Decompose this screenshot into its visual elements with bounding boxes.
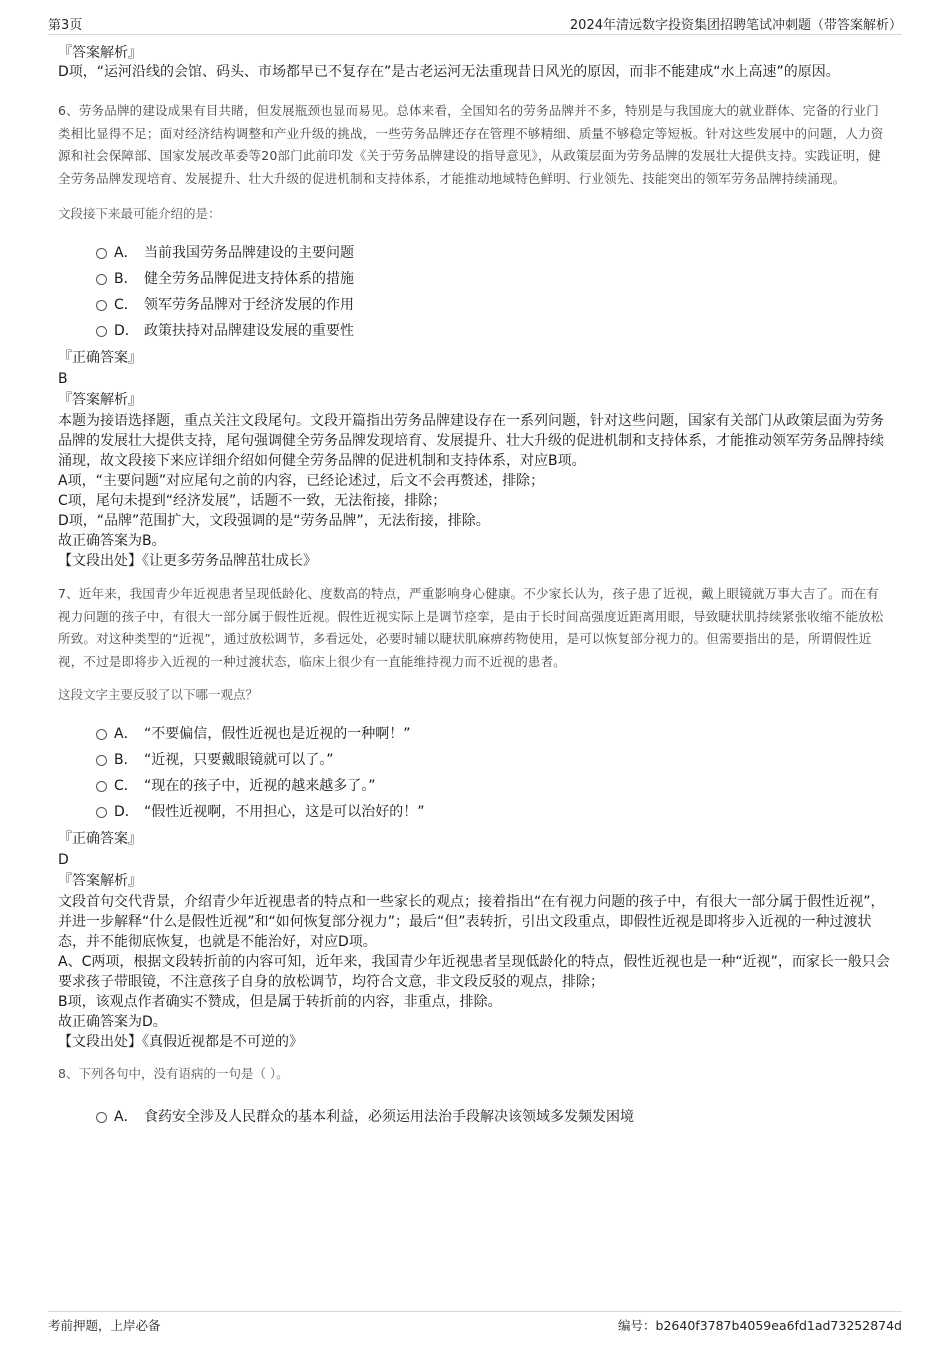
radio-icon[interactable] <box>96 729 107 740</box>
q7-option-c[interactable] <box>58 773 890 799</box>
q7-source: 【文段出处】《真假近视都是不可逆的》 <box>58 1034 303 1050</box>
q7-answer: D <box>58 852 69 868</box>
q6-stem: 6、劳务品牌的建设成果有目共睹，但发展瓶颈也显而易见。总体来看，全国知名的劳务品牌并不多，特别是与我国庞大的就业群体、完备的行业门类相比显得不足；面对经济结构调整和产业升级的挑战，一些劳务品牌还存在管理不够精细、质量不够稳定等短板。针对这些发展中的问题，人力资源和社会保障部、国家发展改革委等20部门此前印发《关于劳务品牌建设的指导意见》，从政策层面为劳务品牌的发展壮大提供支持。实践证明，健全劳务品牌发现培育、发展提升、壮大升级的促进机制和支持体系，才能推动地域特色鲜明、行业领先、技能突出的领军劳务品牌持续涌现。 <box>58 103 884 186</box>
q7-b-note: B项，该观点作者确实不赞成，但是属于转折前的内容，非重点，排除。 <box>58 994 502 1010</box>
page-header <box>48 12 902 35</box>
option-text: 政策扶持对品牌建设发展的重要性 <box>144 323 354 339</box>
radio-icon[interactable] <box>96 781 107 792</box>
q7-options <box>58 721 890 825</box>
option-letter: D． <box>114 804 139 820</box>
radio-icon[interactable] <box>96 755 107 766</box>
q7-option-a[interactable] <box>58 721 890 747</box>
radio-icon[interactable] <box>96 248 107 259</box>
q7-stem: 7、近年来，我国青少年近视患者呈现低龄化、度数高的特点，严重影响身心健康。不少家长认为，孩子患了近视，戴上眼镜就万事大吉了。而在有视力问题的孩子中，有很大一部分属于假性近视。假性近视实际上是调节痉挛，是由于长时间高强度近距离用眼，导致睫状肌持续紧张收缩不能放松所致。对这种类型的“近视”，通过放松调节，多看远处，必要时辅以睫状肌麻痹药物使用，是可以恢复部分视力的。但需要指出的是，所谓假性近视，不过是即将步入近视的一种过渡状态，临床上很少有一直能维持视力而不近视的患者。 <box>58 586 884 669</box>
option-text: 领军劳务品牌对于经济发展的作用 <box>144 297 354 313</box>
option-text: 健全劳务品牌促进支持体系的措施 <box>144 271 354 287</box>
q8-options <box>58 1104 890 1130</box>
page-number: 第3页 <box>48 18 83 33</box>
option-letter: C． <box>114 778 138 794</box>
q7-correct-label: 『正确答案』 <box>58 831 142 847</box>
q6-analysis-label: 『答案解析』 <box>58 392 142 408</box>
radio-icon[interactable] <box>96 807 107 818</box>
radio-icon[interactable] <box>96 1112 107 1123</box>
option-letter: B． <box>114 752 138 768</box>
q6-correct-label: 『正确答案』 <box>58 350 142 366</box>
option-letter: A． <box>114 726 138 742</box>
document-title: 2024年清远数字投资集团招聘笔试冲刺题（带答案解析） <box>569 18 902 33</box>
option-text: “现在的孩子中，近视的越来越多了。” <box>144 778 376 794</box>
q7-question: 这段文字主要反驳了以下哪一观点？ <box>58 687 259 702</box>
document-body <box>58 44 890 1130</box>
q6-d-note: D项，“品牌”范围扩大，文段强调的是“劳务品牌”，无法衔接，排除。 <box>58 513 490 529</box>
q7-analysis-label: 『答案解析』 <box>58 873 142 889</box>
option-letter: D． <box>114 323 139 339</box>
q5-analysis-label: 『答案解析』 <box>58 45 142 61</box>
q6-analysis: 本题为接语选择题，重点关注文段尾句。文段开篇指出劳务品牌建设存在一系列问题，针对这些问题，国家有关部门从政策层面为劳务品牌的发展壮大提供支持，尾句强调健全劳务品牌发现培育、发展提升、壮大升级的促进机制和支持体系，才能推动领军劳务品牌持续涌现，故文段接下来应详细介绍如何健全劳务品牌的促进机制和支持体系，对应B项。 <box>58 413 884 469</box>
option-letter: C． <box>114 297 138 313</box>
q6-answer: B <box>58 371 68 387</box>
q8-option-a[interactable] <box>58 1104 890 1130</box>
q7-conclusion: 故正确答案为D。 <box>58 1014 167 1030</box>
option-text: “近视，只要戴眼镜就可以了。” <box>144 752 334 768</box>
radio-icon[interactable] <box>96 326 107 337</box>
q6-option-d[interactable] <box>58 318 890 344</box>
q6-a-note: A项，“主要问题”对应尾句之前的内容，已经论述过，后文不会再赘述，排除； <box>58 473 545 489</box>
option-text: “假性近视啊，不用担心，这是可以治好的！” <box>144 804 425 820</box>
option-letter: A． <box>114 1109 138 1125</box>
footer-serial: 编号：b2640f3787b4059ea6fd1ad73252874d <box>618 1318 902 1333</box>
footer-slogan: 考前押题，上岸必备 <box>48 1318 161 1333</box>
option-letter: B． <box>114 271 138 287</box>
q6-option-a[interactable] <box>58 240 890 266</box>
option-letter: A． <box>114 245 138 261</box>
option-text: “不要偏信，假性近视也是近视的一种啊！” <box>144 726 411 742</box>
q7-option-b[interactable] <box>58 747 890 773</box>
q6-conclusion: 故正确答案为B。 <box>58 533 166 549</box>
option-text: 食药安全涉及人民群众的基本利益，必须运用法治手段解决该领域多发频发困境 <box>144 1109 634 1125</box>
q7-option-d[interactable] <box>58 799 890 825</box>
q8-stem: 8、下列各句中，没有语病的一句是（ ）。 <box>58 1066 289 1081</box>
q6-option-b[interactable] <box>58 266 890 292</box>
q6-c-note: C项，尾句未提到“经济发展”，话题不一致，无法衔接，排除； <box>58 493 447 509</box>
q7-ac-note: A、C两项，根据文段转折前的内容可知，近年来，我国青少年近视患者呈现低龄化的特点，假性近视也是一种“近视”，而家长一般只会要求孩子带眼镜，不注意孩子自身的放松调节，均符合文意，非文段反驳的观点，排除； <box>58 954 890 990</box>
q6-source: 【文段出处】《让更多劳务品牌茁壮成长》 <box>58 553 317 569</box>
page-footer <box>48 1311 902 1336</box>
q6-options <box>58 240 890 344</box>
q6-question: 文段接下来最可能介绍的是： <box>58 206 221 221</box>
option-text: 当前我国劳务品牌建设的主要问题 <box>144 245 354 261</box>
radio-icon[interactable] <box>96 300 107 311</box>
radio-icon[interactable] <box>96 274 107 285</box>
q5-analysis-text: D项，“运河沿线的会馆、码头、市场都早已不复存在”是古老运河无法重现昔日风光的原因，而非不能建成“水上高速”的原因。 <box>58 64 840 80</box>
q6-option-c[interactable] <box>58 292 890 318</box>
q7-analysis: 文段首句交代背景，介绍青少年近视患者的特点和一些家长的观点；接着指出“在有视力问题的孩子中，有很大一部分属于假性近视”，并进一步解释“什么是假性近视”和“如何恢复部分视力”；最后“但”表转折，引出文段重点，即假性近视是即将步入近视的一种过渡状态，并不能彻底恢复，也就是不能治好，对应D项。 <box>58 894 885 950</box>
